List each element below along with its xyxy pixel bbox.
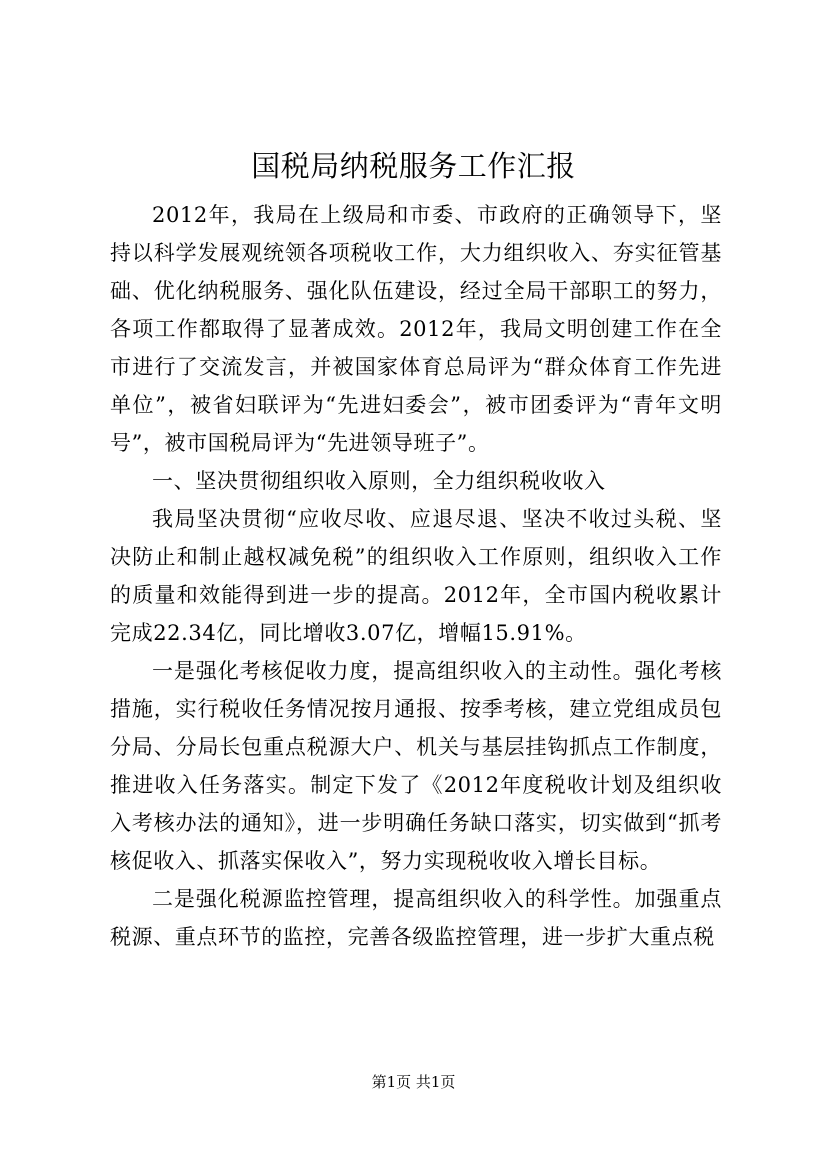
- paragraph-point-1: 一是强化考核促收力度，提高组织收入的主动性。强化考核措施，实行税收任务情况按月通报、按季考核，建立党组成员包分局、分局长包重点税源大户、机关与基层挂钩抓点工作制度，推进收入任务落实。制定下发了《2012年度税收计划及组织收入考核办法的通知》，进一步明确任务缺口落实，切实做到“抓考核促收入、抓落实保收入”，努力实现税收收入增长目标。: [110, 659, 722, 873]
- paragraph-point-2: 二是强化税源监控管理，提高组织收入的科学性。加强重点税源、重点环节的监控，完善各级监控管理，进一步扩大重点税: [110, 887, 722, 949]
- document-title: 国税局纳税服务工作汇报: [251, 149, 576, 183]
- page-footer: 第1页 共1页: [371, 1073, 456, 1091]
- section-heading-1: 一、坚决贯彻组织收入原则，全力组织税收收入: [152, 469, 606, 493]
- paragraph-intro: 2012年，我局在上级局和市委、市政府的正确领导下，坚持以科学发展观统领各项税收工作，大力组织收入、夯实征管基础、优化纳税服务、强化队伍建设，经过全局干部职工的努力，各项工作都取得了显著成效。2012年，我局文明创建工作在全市进行了交流发言，并被国家体育总局评为“群众体育工作先进单位”，被省妇联评为“先进妇委会”，被市团委评为“青年文明号”，被市国税局评为“先进领导班子”。: [110, 203, 722, 455]
- paragraph-revenue: 我局坚决贯彻“应收尽收、应退尽退、坚决不收过头税、坚决防止和制止越权减免税”的组织收入工作原则，组织收入工作的质量和效能得到进一步的提高。2012年，全市国内税收累计完成22.34亿，同比增收3.07亿，增幅15.91%。: [110, 507, 722, 645]
- document-body: [110, 196, 722, 956]
